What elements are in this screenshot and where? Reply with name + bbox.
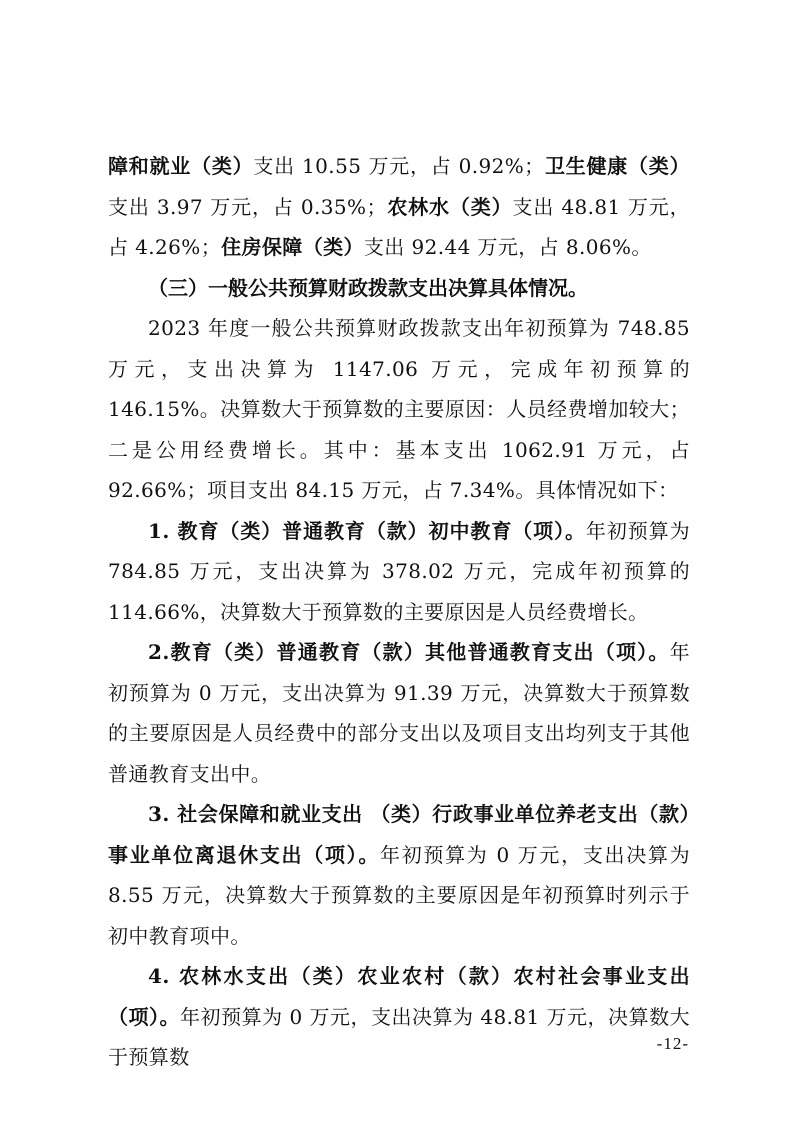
category-housing: 住房保障（类） [221,235,364,259]
category-health-text: 支出 3.97 万元，占 0.35%； [108,194,387,219]
category-social-security-text: 支出 10.55 万元，占 0.92%； [253,154,545,178]
category-social-security: 障和就业（类） [108,154,254,178]
page-number: -12- [656,1034,689,1053]
item-3-title: 3. 社会保障和就业支出 （类）行政事业单位养老支出（款）事业单位离退休支出（项）。 [108,802,690,867]
document-body [108,146,690,1078]
item-4 [108,956,690,1078]
item-2 [108,632,690,794]
item-1-text: 年初预算为 784.85 万元，支出决算为 378.02 万元，完成年初预算的 114.66%，决算数大于预算数的主要原因是人员经费增长。 [108,518,690,624]
item-2-title: 2.教育（类）普通教育（款）其他普通教育支出（项）。 [148,640,670,664]
category-agriculture: 农林水（类） [386,194,513,219]
item-4-title: 4. 农林水支出（类）农业农村（款）农村社会事业支出（项）。 [108,964,690,1029]
category-agriculture-text: 支出 48.81 万元，占 4.26%； [108,194,690,259]
section-heading-3: （三）一般公共预算财政拨款支出决算具体情况。 [148,275,588,300]
item-3-text: 年初预算为 0 万元，支出决算为 8.55 万元，决算数大于预算数的主要原因是年初预算时列示于初中教育项中。 [108,842,690,948]
category-housing-text: 支出 92.44 万元，占 8.06%。 [363,235,652,259]
item-3 [108,794,690,956]
item-1 [108,511,690,633]
item-2-text: 年初预算为 0 万元，支出决算为 91.39 万元，决算数大于预算数的主要原因是人员经费中的部分支出以及项目支出均列支于其他普通教育支出中。 [108,640,690,786]
category-health: 卫生健康（类） [544,154,690,178]
item-1-title: 1. 教育（类）普通教育（款）初中教育（项）。 [148,518,586,543]
paragraph-budget-summary: 2023 年度一般公共预算财政拨款支出年初预算为 748.85 万元，支出决算为 1147.06 万元，完成年初预算的 146.15%。决算数大于预算数的主要原因：人员经费增加较大；二是公用经费增长。其中：基本支出 1062.91 万元，占 92.66%；项目支出 84.15 万元，占 7.34%。具体情况如下： [108,316,690,502]
paragraph-category-breakdown [108,146,690,268]
item-4-text: 年初预算为 0 万元，支出决算为 48.81 万元，决算数大于预算数 [108,1004,690,1069]
